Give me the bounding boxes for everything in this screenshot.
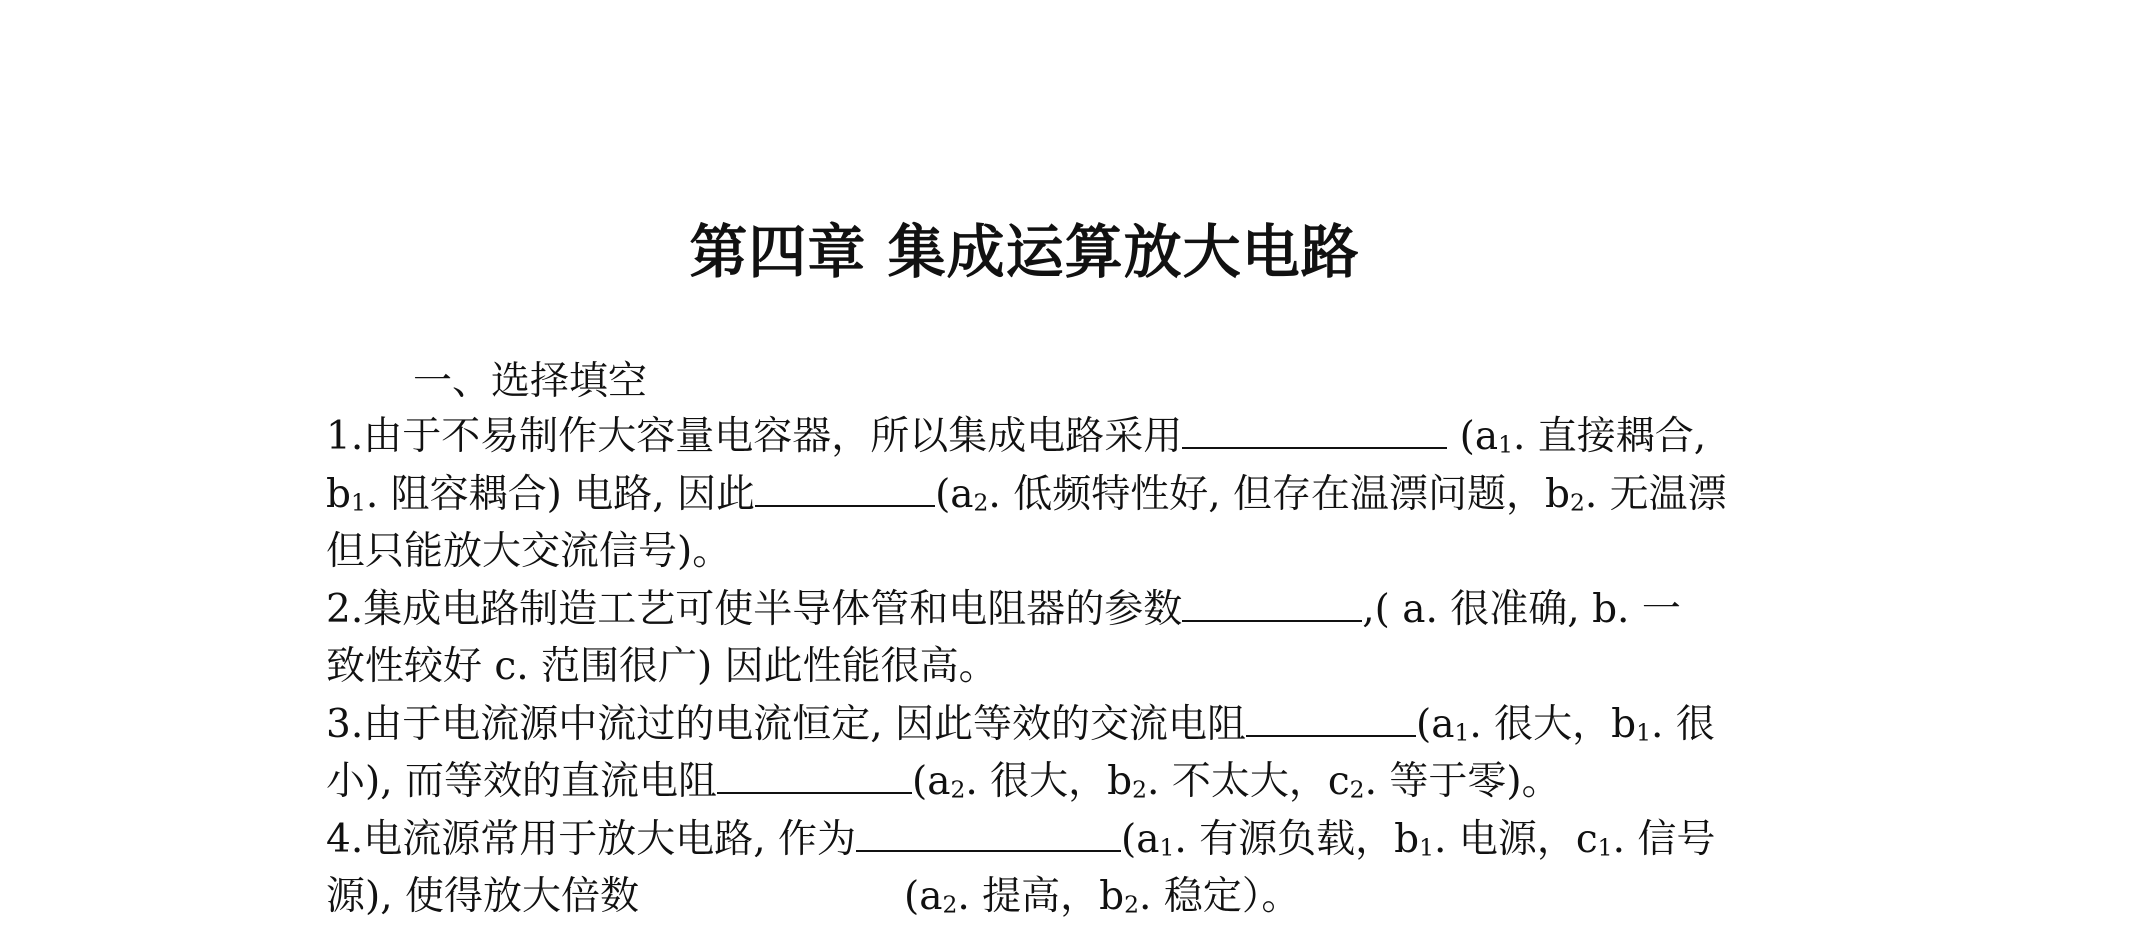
subscript: 1 (1597, 833, 1613, 861)
text-segment: . 很大，b (965, 759, 1133, 804)
subscript: 1 (350, 488, 366, 516)
text-segment: b (326, 471, 351, 517)
text-segment: . 提高，b (957, 874, 1125, 919)
text-segment: (a (1121, 816, 1160, 862)
text-segment: . 无温漂 (1584, 471, 1727, 517)
question-line (326, 408, 1866, 466)
answer-blank[interactable] (755, 469, 935, 506)
text-segment: . 等于零)。 (1364, 759, 1561, 804)
subscript: 2 (1569, 488, 1585, 516)
text-segment: 1.由于不易制作大容量电容器，所以集成电路采用 (326, 414, 1183, 459)
answer-blank[interactable] (856, 814, 1121, 851)
question-line (326, 523, 1866, 581)
text-segment: . 直接耦合, (1512, 414, 1707, 459)
subscript: 1 (1419, 833, 1435, 861)
section-heading: 一、选择填空 (413, 359, 648, 404)
subscript: 2 (973, 488, 989, 516)
question-line (326, 811, 1866, 869)
subscript: 1 (1159, 833, 1175, 861)
text-segment: . 稳定）。 (1139, 874, 1301, 919)
text-segment: . 很 (1651, 701, 1715, 747)
text-segment: (a (935, 471, 974, 517)
subscript: 2 (1132, 775, 1148, 804)
question-body (326, 408, 1866, 926)
question-line (326, 581, 1866, 639)
text-segment: ,( a. 很准确, b. 一 (1362, 586, 1681, 632)
answer-blank[interactable] (1182, 584, 1362, 621)
text-segment: 小), 而等效的直流电阻 (326, 759, 718, 804)
question-line (326, 638, 1866, 696)
text-segment: 致性较好 c. 范围很广) 因此性能很高。 (326, 644, 998, 689)
chapter-title-text: 第四章 集成运算放大电路 (689, 218, 1360, 286)
subscript: 1 (1636, 718, 1652, 746)
text-segment: . 信号 (1612, 816, 1716, 862)
text-segment: 3.由于电流源中流过的电流恒定, 因此等效的交流电阻 (326, 701, 1247, 747)
text-segment: 2.集成电路制造工艺可使半导体管和电阻器的参数 (326, 586, 1183, 632)
answer-blank[interactable] (1182, 412, 1447, 449)
question-line (326, 696, 1866, 754)
text-segment: 4.电流源常用于放大电路, 作为 (326, 816, 857, 862)
answer-blank[interactable] (717, 757, 912, 794)
text-segment: . 阻容耦合) 电路, 因此 (365, 471, 756, 517)
answer-blank[interactable] (1246, 699, 1416, 736)
question-line (326, 466, 1866, 524)
text-segment: (a (912, 759, 951, 804)
text-segment: . 很大，b (1469, 701, 1637, 747)
question-line (326, 868, 1866, 926)
text-segment: . 有源负载，b (1174, 816, 1420, 862)
subscript: 2 (1124, 890, 1140, 919)
subscript: 2 (950, 775, 966, 804)
text-segment: . 低频特性好, 但存在温漂问题，b (988, 471, 1570, 517)
chapter-title (0, 205, 2149, 289)
text-segment: (a (1447, 414, 1499, 459)
subscript: 2 (1349, 775, 1365, 804)
text-segment: (a (1416, 701, 1455, 747)
text-segment: 但只能放大交流信号)。 (326, 529, 732, 574)
text-segment: (a (904, 874, 943, 919)
question-line (326, 753, 1866, 811)
subscript: 1 (1498, 430, 1513, 459)
subscript: 1 (1454, 718, 1470, 746)
text-segment: 源), 使得放大倍数 (326, 874, 640, 919)
subscript: 2 (942, 890, 958, 919)
text-segment: . 不太大，c (1147, 759, 1350, 804)
text-segment: . 电源，c (1434, 816, 1598, 862)
